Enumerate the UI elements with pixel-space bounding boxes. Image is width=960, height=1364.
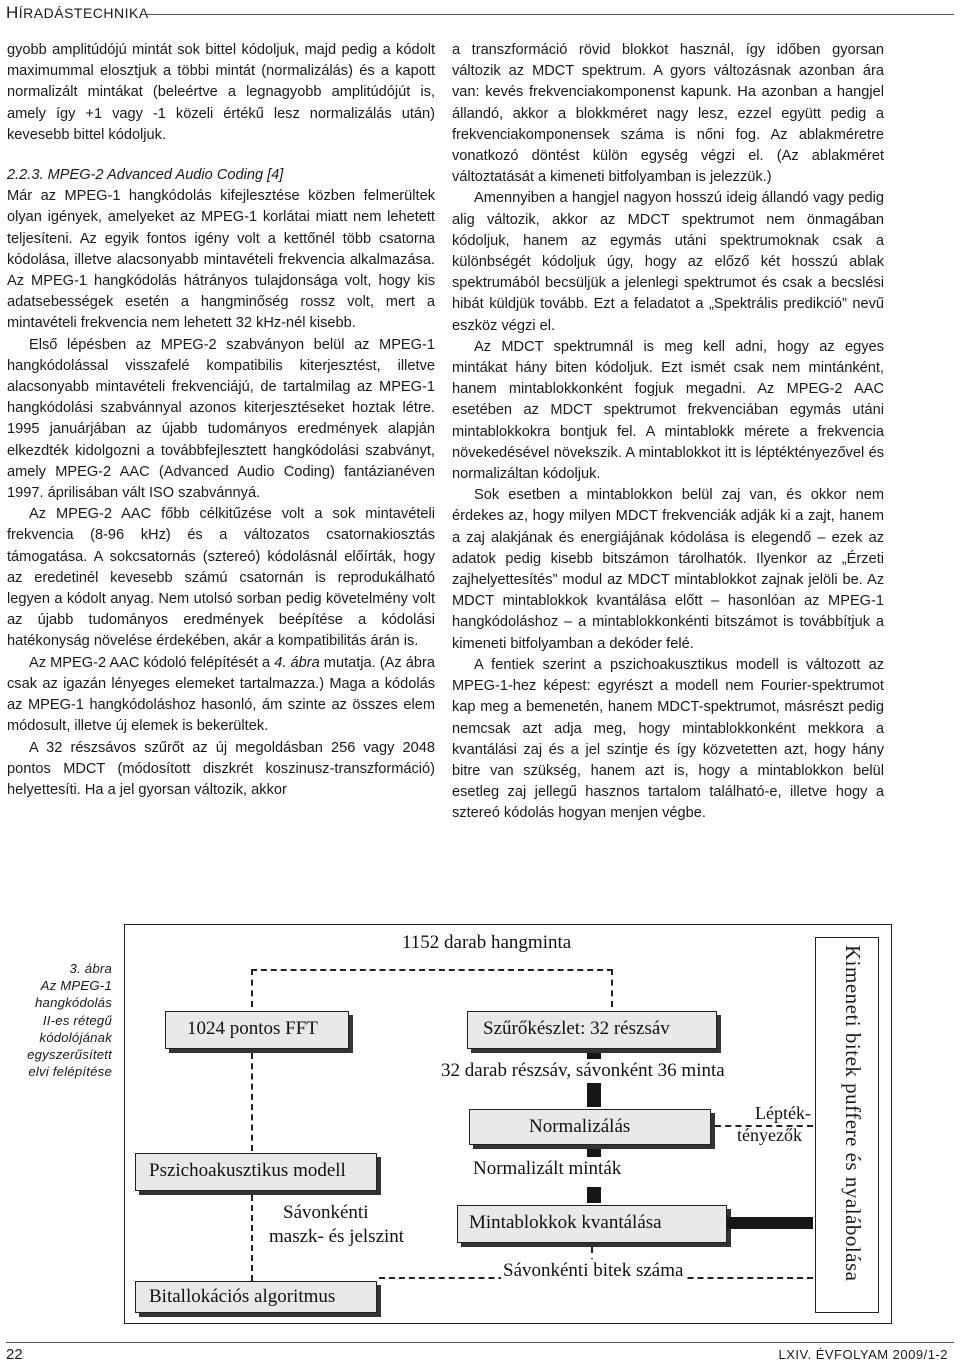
paragraph: Az MPEG-2 AAC főbb célkitűzése volt a sok mintavételi frekvencia (8-96 kHz) és a változatos csatornakiosztás támogatása. A sokcsatornás (sztereó) kódolásnál előírták, hogy az eredetinél kevesebb számú csatornán is reprodukálható legyen a kódolt anyag. Nem utolsó sorban pedig követelmény volt az újabb tudományos eredmények beépítése a kódolási hatékonyság növelése érdekében, akár a kompatibilitás árán is.: [7, 506, 435, 650]
header-rule: [142, 14, 954, 15]
bus-segment: [587, 1093, 601, 1107]
bus-segment: [587, 1187, 601, 1203]
caption-line: 3. ábra: [69, 961, 112, 976]
paragraph: Az MDCT spektrumnál is meg kell adni, hogy az egyes mintákat hány biten kódoljuk. Ezt ismét csak nem mintánként, hanem mintablokkonként fogjuk megadni. Az MPEG-2 AAC esetében az MDCT spektrumot frekvenciában egymás utáni mintablokkokra bontjuk fel. A mintablokk mérete a frekvencia növekedésével növekszik. A mintablokkot itt is léptéktényezővel és normalizáltan kódoljuk.: [452, 338, 884, 483]
caption-line: elvi felépítése: [28, 1064, 112, 1080]
arrow-to-fft: [251, 969, 253, 1007]
scalefactors-label-1: Lépték-: [755, 1103, 811, 1123]
section-heading-text: 2.2.3. MPEG-2 Advanced Audio Coding [4]: [7, 167, 284, 184]
paragraph: A fentiek szerint a pszichoakusztikus modell is változott az MPEG-1-hez képest: egyrészt a modell nem Fourier-spektrumot kap meg a bemenetén, hanem MDCT-spektrumot, másrészt pedig nemcsak azt adja meg, hogy mintablokkonként mekkora a kvantálási zaj és a jel szintje és így közvetetten azt, hogy hány bitre van szükség, hanem azt is, hogy a mintablokkon belül esetleg zaj jellegű hasznos tartalom található-e, illetve hogy a sztereó kódolás hogyan menjen végbe.: [452, 656, 884, 822]
section-heading: [7, 165, 435, 186]
mask-label-2: maszk- és jelszint: [269, 1226, 405, 1247]
journal-title-initial: H: [6, 3, 19, 22]
right-column: [452, 40, 884, 825]
paragraph: [7, 653, 435, 738]
normalized-label: Normalizált minták: [473, 1158, 622, 1179]
scalefactors-label-2: tényezők: [737, 1125, 802, 1145]
volume-info: LXIV. ÉVFOLYAM 2009/1-2: [778, 1347, 948, 1362]
left-column: [7, 40, 435, 801]
arrow-to-filterbank: [611, 969, 613, 1007]
paragraph: A 32 részsávos szűrőt az új megoldásban 256 vagy 2048 pontos MDCT (módosított diszkrét koszinusz-transzformáció) helyettesíti. Ha a jel gyorsan változik, akkor: [7, 739, 435, 798]
quantization-label: Mintablokkok kvantálása: [469, 1212, 662, 1233]
journal-title-rest: ÍRADÁSTECHNIKA: [18, 5, 149, 21]
caption-line: kódolójának: [39, 1029, 112, 1045]
caption-line: II-es rétegű: [42, 1012, 112, 1028]
running-header: [0, 0, 960, 24]
text-run: Az MPEG-2 AAC kódoló felépítését a: [29, 654, 275, 671]
fft-to-psycho-arrow: [251, 1053, 253, 1151]
mask-label-1: Sávonkénti: [283, 1202, 369, 1223]
paragraph: a transzformáció rövid blokkot használ, így időben gyorsan változik az MDCT spektrum. A gyors változásnak azonban ára van: kevés frekvenciakomponenst kapunk. Ha azonban a hangjel állandó, akkor a blokkméret nagy lesz, ezzel együtt pedig a frekvenciakomponensek száma is nőni fog. Az ablakméretre vonatkozó döntést külön egység végzi el. (Az ablakméret változtatását a kimeneti bitfolyamban is jelezzük.): [452, 42, 884, 186]
figure-caption: [8, 960, 112, 1080]
caption-line: egyszerűsített: [27, 1047, 112, 1063]
caption-line: Az MPEG-1: [40, 978, 112, 994]
paragraph: Már az MPEG-1 hangkódolás kifejlesztése közben felmerültek olyan igények, amelyeket az MPEG-1 korlátai miatt nem lehetett teljesíteni. Az egyik fontos igény volt a kettőnél több csatorna kódolása, illetve alacsonyabb mintavételi frekvencia alkalmazása. Az MPEG-1 hangkódolás hátrányos tulajdonsága volt, hogy kis adatsebességek esetén a hangminőség rossz volt, mert a mintavételi frekvencia nem lehetett 32 kHz-nél kisebb.: [7, 188, 435, 332]
bits-label: Sávonkénti bitek száma: [503, 1260, 684, 1281]
psycho-to-alloc-arrow: [251, 1195, 253, 1281]
paragraph: Első lépésben az MPEG-2 szabványon belül az MPEG-1 hangkódolással visszafelé kompatibilis kiterjesztést, illetve alacsonyabb mintavételi frekvenciájú, de tartalmilag az MPEG-1 hangkódolási szabvánnyal azonos kiterjesztéseket hoztak létre. 1995 januárjában az újabb tudományos eredmények alapján elkezdték kidolgozni a továbbfejlesztett hangkódolási szabványt, amely MPEG-2 AAC (Advanced Audio Coding) fantázianéven 1997. áprilisában vált ISO szabvánnyá.: [7, 336, 435, 502]
input-label: 1152 darab hangminta: [402, 932, 572, 953]
normalize-label: Normalizálás: [529, 1116, 631, 1137]
quant-output-bus: [727, 1217, 813, 1229]
subbands-label: 32 darab részsáv, sávonként 36 minta: [441, 1060, 725, 1081]
running-footer: [0, 1342, 960, 1364]
fft-label: 1024 pontos FFT: [187, 1018, 318, 1039]
input-dashed-split: [251, 969, 613, 971]
psycho-label: Pszichoakusztikus modell: [149, 1160, 346, 1181]
caption-line: hangkódolás: [35, 995, 112, 1011]
paragraph: Sok esetben a mintablokkon belül zaj van, és okkor nem érdekes az, hogy milyen MDCT frekvenciák adják ki a zajt, hanem a zaj alakjának és energiájának kódolása is elegendő – ezek az adatok pedig kisebb bitszámon tárolhatók. Ilyenkor az „Érzeti zajhelyettesítés” modul az MDCT mintablokkot zajnak jelöli be. Az MDCT mintablokkok kvantálása előtt – hasonlóan az MPEG-1 hangkódoláshoz – a mintablokkonkénti bitszámot is továbbítjuk a kimeneti bitfolyamban a dekóder felé.: [452, 487, 884, 652]
journal-title: [6, 3, 149, 23]
output-buffer-label: Kimeneti bitek puffere és nyalábolása: [841, 945, 865, 1282]
footer-rule: [6, 1342, 954, 1343]
paragraph: Amennyiben a hangjel nagyon hosszú ideig állandó vagy pedig alig változik, akkor az MDCT spektrumot nem önmagában kódoljuk, hanem az egymás utáni spektrumoknak csak a különbségét kódoljuk úgy, hogy az előző két hosszú ablak spektrumából becsüljük a jelenlegi spektrumot és csak a becslési hibát küldjük tovább. Ezt a feladatot a „Spektrális predikció” nevű eszköz végzi el.: [452, 190, 884, 334]
figure-reference: 4. ábra: [274, 654, 320, 671]
text-run: mutatja. (Az ábra csak az igazán lényeges elemeket tartalmazza.) Maga a kódolás az MPEG-1 hangkódoláshoz hasonló, ám szinte az összes elem módosult, illetve új elemek is bekerültek.: [7, 654, 435, 735]
allocation-label: Bitallokációs algoritmus: [149, 1286, 336, 1307]
page-number: 22: [6, 1346, 23, 1363]
filterbank-label: Szűrőkészlet: 32 részsáv: [483, 1018, 670, 1039]
paragraph: gyobb amplitúdójú mintát sok bittel kódoljuk, majd pedig a kódolt maximummal elosztjuk a többi mintát (normalizálás) és a kapott normalizált mintákat (beleértve a legnagyobb amplitúdójút is, amely így +1 vagy -1 közeli értékű lesz normalizálás után) kevesebb bittel kódoljuk.: [7, 42, 435, 143]
encoder-block-diagram: [124, 924, 892, 1324]
